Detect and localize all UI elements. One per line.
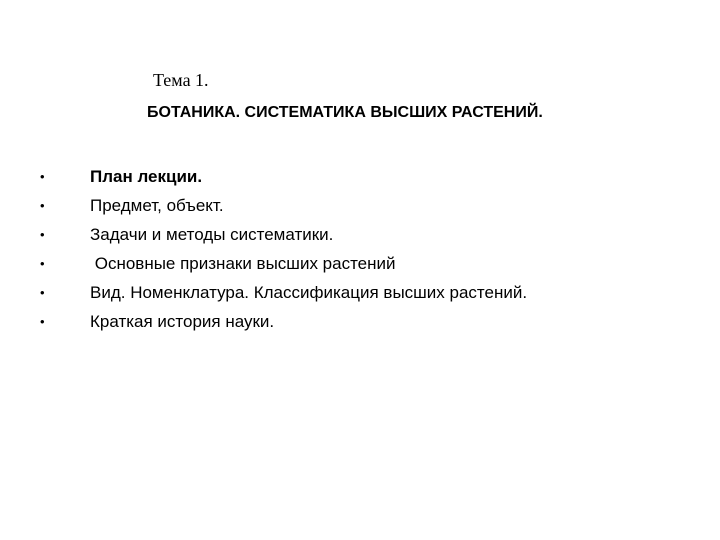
list-item — [40, 191, 527, 220]
bullet-icon: • — [40, 198, 45, 213]
outline-item-label: Краткая история науки. — [90, 311, 275, 331]
bullet-icon: • — [40, 314, 45, 329]
outline-item-label: Задачи и методы систематики. — [90, 224, 334, 244]
outline-item-label: Предмет, объект. — [90, 195, 224, 215]
list-item — [40, 249, 527, 278]
slide-title: БОТАНИКА. СИСТЕМАТИКА ВЫСШИХ РАСТЕНИЙ. — [147, 104, 543, 121]
bullet-icon: • — [40, 285, 45, 300]
outline-item-label: План лекции. — [90, 166, 203, 186]
list-item — [40, 278, 527, 307]
lecture-outline — [40, 162, 527, 336]
bullet-icon: • — [40, 256, 45, 271]
bullet-icon: • — [40, 169, 45, 184]
list-item — [40, 220, 527, 249]
bullet-icon: • — [40, 227, 45, 242]
outline-item-label: Основные признаки высших растений — [90, 253, 396, 273]
list-item — [40, 162, 527, 191]
outline-item-label: Вид. Номенклатура. Классификация высших растений. — [90, 282, 528, 302]
list-item — [40, 307, 527, 336]
topic-number: Тема 1. — [153, 70, 209, 90]
